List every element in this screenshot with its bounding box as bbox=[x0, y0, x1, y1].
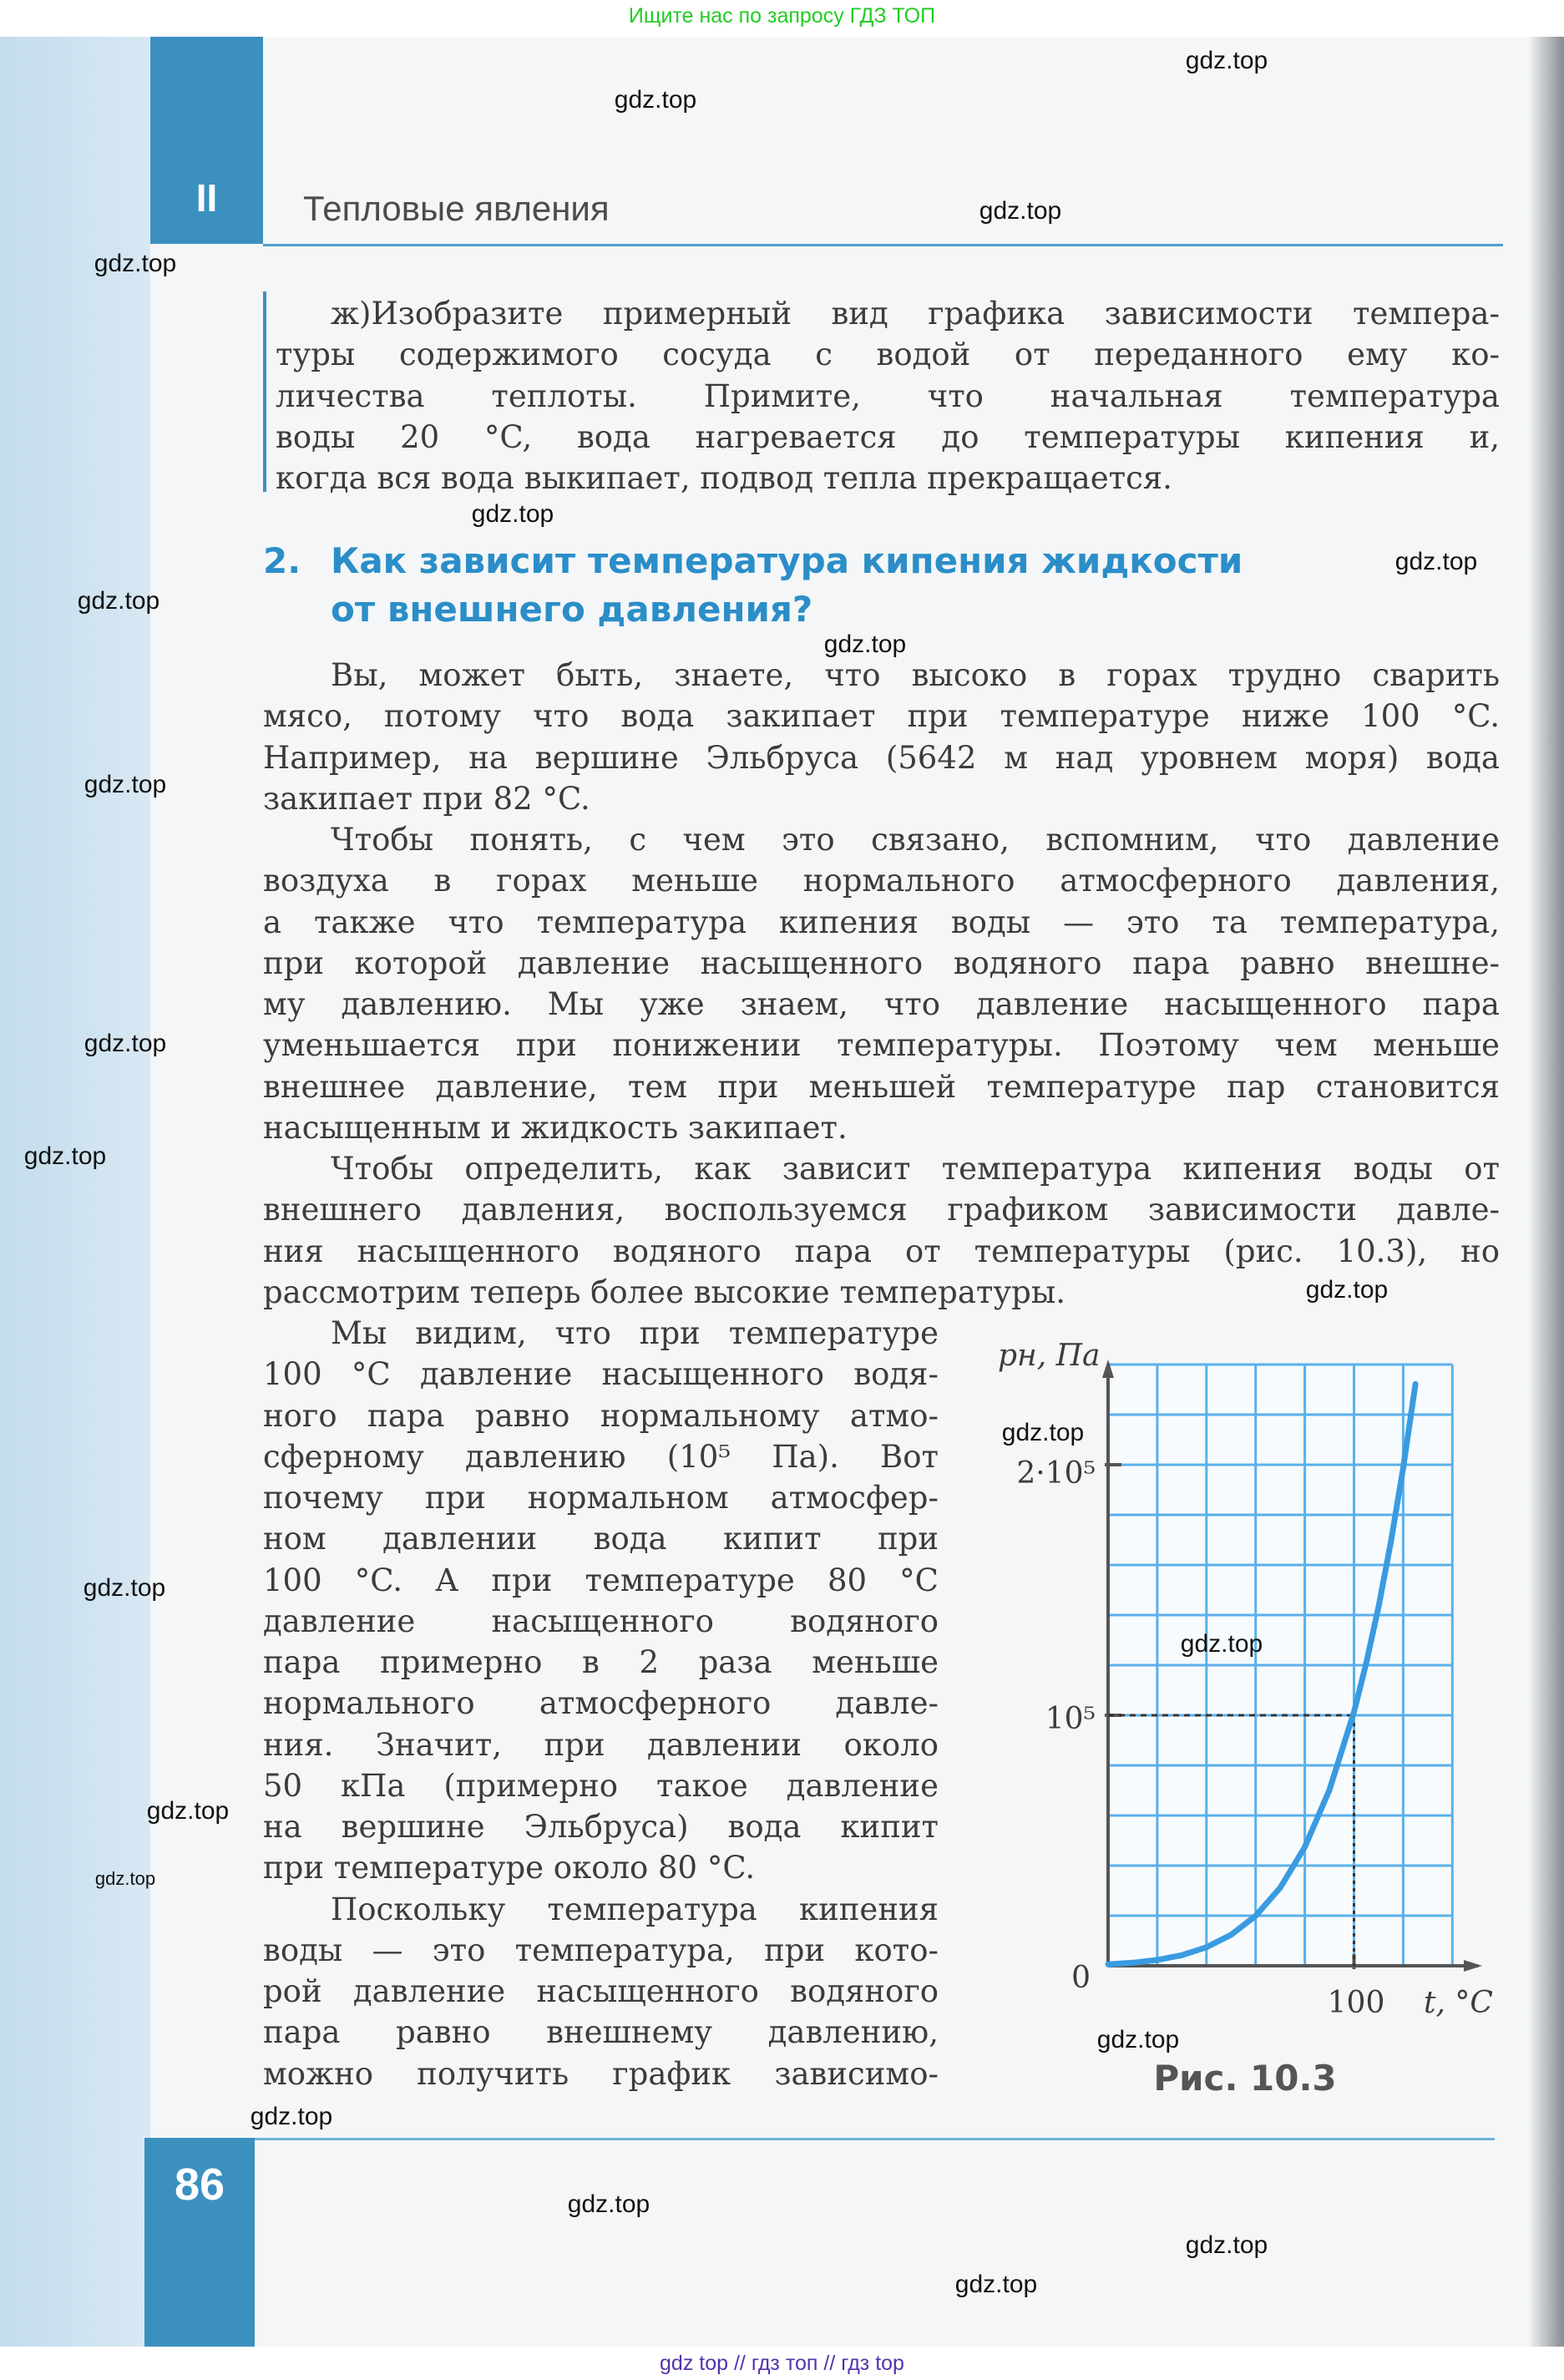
paragraph-line: пара равно внешнему давлению, bbox=[263, 2014, 939, 2051]
y-tick-label-1e5: 10⁵ bbox=[1045, 1702, 1096, 1736]
paragraph-line: Например, на вершине Эльбруса (5642 м над уровнем моря) вода bbox=[263, 739, 1500, 776]
paragraph-line: рассмотрим теперь более высокие температуры. bbox=[263, 1274, 1066, 1310]
watermark: gdz.top bbox=[77, 587, 160, 615]
watermark: gdz.top bbox=[1001, 1419, 1085, 1446]
paragraph-line: давление насыщенного водяного bbox=[263, 1603, 939, 1639]
watermark: gdz.top bbox=[471, 500, 554, 528]
paragraph-line: Поскольку температура кипения bbox=[331, 1891, 939, 1927]
search-banner: Ищите нас по запросу ГДЗ ТОП bbox=[0, 0, 1564, 37]
paragraph-line: ном давлении вода кипит при bbox=[263, 1521, 939, 1557]
x-axis-arrow-icon bbox=[1464, 1960, 1482, 1972]
chart-grid bbox=[1108, 1365, 1452, 1966]
paragraph-line: воды — это температура, при кото- bbox=[263, 1932, 939, 1968]
task-line: туры содержимого сосуда с водой от переданного ему ко- bbox=[276, 337, 1500, 373]
paragraph-line: при которой давление насыщенного водяного пара равно внешне- bbox=[263, 944, 1500, 981]
paragraph-line: ного пара равно нормальному атмо- bbox=[263, 1397, 939, 1434]
chapter-number: II bbox=[195, 176, 218, 220]
watermark: gdz.top bbox=[146, 1797, 230, 1825]
watermark: gdz.top bbox=[954, 2271, 1038, 2298]
watermark: gdz.top bbox=[83, 1574, 166, 1602]
watermark: gdz.top bbox=[23, 1142, 107, 1170]
x-tick-label-100: 100 bbox=[1327, 1986, 1385, 2020]
paragraph-line: Мы видим, что при температуре bbox=[331, 1315, 939, 1351]
task-line: воды 20 °C, вода нагревается до температуры кипения и, bbox=[276, 418, 1500, 455]
paragraph-line: воздуха в горах меньше нормального атмосферного давления, bbox=[263, 863, 1500, 899]
watermark: gdz.top bbox=[94, 1868, 156, 1889]
watermark: gdz.top bbox=[979, 197, 1062, 225]
watermark: gdz.top bbox=[250, 2103, 333, 2130]
task-line: личества теплоты. Примите, что начальная температура bbox=[276, 377, 1500, 414]
paragraph-line: 50 кПа (примерно такое давление bbox=[263, 1767, 939, 1804]
page-edge-shadow bbox=[1528, 37, 1564, 2347]
paragraph-line: рой давление насыщенного водяного bbox=[263, 1973, 939, 2009]
paragraph-line: ния насыщенного водяного пара от температуры (рис. 10.3), но bbox=[263, 1233, 1500, 1269]
paragraph-line: почему при нормальном атмосфер- bbox=[263, 1480, 939, 1516]
watermark: gdz.top bbox=[1394, 548, 1478, 575]
watermark: gdz.top bbox=[1305, 1276, 1389, 1304]
chapter-title: Тепловые явления bbox=[303, 189, 610, 228]
task-line: ж)Изобразите примерный вид графика зависимости темпера- bbox=[331, 296, 1500, 332]
paragraph-line: уменьшается при понижении температуры. Поэтому чем меньше bbox=[263, 1027, 1500, 1064]
paragraph-line: пара примерно в 2 раза меньше bbox=[263, 1644, 939, 1680]
paragraph-line: внешнего давления, воспользуемся графиком зависимости давле- bbox=[263, 1192, 1500, 1228]
paragraph-line: ния. Значит, при давлении около bbox=[263, 1726, 939, 1763]
paragraph-line: можно получить график зависимо- bbox=[263, 2055, 939, 2092]
section-heading-line: Как зависит температура кипения жидкости bbox=[331, 540, 1243, 581]
paragraph-line: Чтобы определить, как зависит температура кипения воды от bbox=[331, 1151, 1500, 1187]
section-heading-line: от внешнего давления? bbox=[331, 589, 813, 630]
paragraph-line: нормального атмосферного давле- bbox=[263, 1685, 939, 1722]
watermark: gdz.top bbox=[1096, 2026, 1180, 2053]
paragraph-line: 100 °C давление насыщенного водя- bbox=[263, 1356, 939, 1393]
watermark: gdz.top bbox=[84, 771, 167, 798]
paragraph-line: Чтобы понять, с чем это связано, вспомним, что давление bbox=[331, 822, 1500, 858]
y-tick-label-2e5: 2·10⁵ bbox=[1016, 1456, 1096, 1491]
watermark: gdz.top bbox=[1180, 1630, 1263, 1658]
watermark: gdz.top bbox=[823, 630, 907, 658]
watermark: gdz.top bbox=[567, 2190, 650, 2218]
figure-caption: Рис. 10.3 bbox=[1153, 2058, 1337, 2099]
paragraph-line: Вы, может быть, знаете, что высоко в горах трудно сварить bbox=[331, 657, 1500, 693]
y-tick-label-0: 0 bbox=[1071, 1961, 1091, 1995]
watermark: gdz.top bbox=[1185, 47, 1268, 74]
paragraph-line: насыщенным и жидкость закипает. bbox=[263, 1109, 848, 1146]
page-number: 86 bbox=[174, 2160, 225, 2210]
watermark: gdz.top bbox=[614, 86, 697, 114]
footer-divider bbox=[255, 2138, 1495, 2140]
paragraph-line: мясо, потому что вода закипает при температуре ниже 100 °C. bbox=[263, 698, 1500, 735]
paragraph-line: на вершине Эльбруса) вода кипит bbox=[263, 1809, 939, 1845]
watermark: gdz.top bbox=[94, 250, 177, 277]
paragraph-line: а также что температура кипения воды — это та температура, bbox=[263, 904, 1500, 940]
paragraph-line: 100 °C. А при температуре 80 °C bbox=[263, 1562, 939, 1598]
paragraph-line: внешнее давление, тем при меньшей температуре пар становится bbox=[263, 1068, 1500, 1105]
watermark: gdz.top bbox=[84, 1030, 167, 1057]
y-axis-label: pн, Па bbox=[998, 1339, 1101, 1373]
paragraph-line: закипает при 82 °C. bbox=[263, 780, 590, 817]
task-line: когда вся вода выкипает, подвод тепла прекращается. bbox=[276, 460, 1172, 497]
section-number: 2. bbox=[263, 540, 301, 581]
paragraph-line: му давлению. Мы уже знаем, что давление насыщенного пара bbox=[263, 986, 1500, 1022]
footer-links[interactable]: gdz top // гдз топ // гдз top bbox=[0, 2347, 1564, 2380]
x-axis-label: t, °C bbox=[1424, 1986, 1493, 2020]
paragraph-line: сферному давлению (10⁵ Па). Вот bbox=[263, 1438, 939, 1475]
watermark: gdz.top bbox=[1185, 2231, 1268, 2259]
paragraph-line: при температуре около 80 °C. bbox=[263, 1850, 756, 1886]
